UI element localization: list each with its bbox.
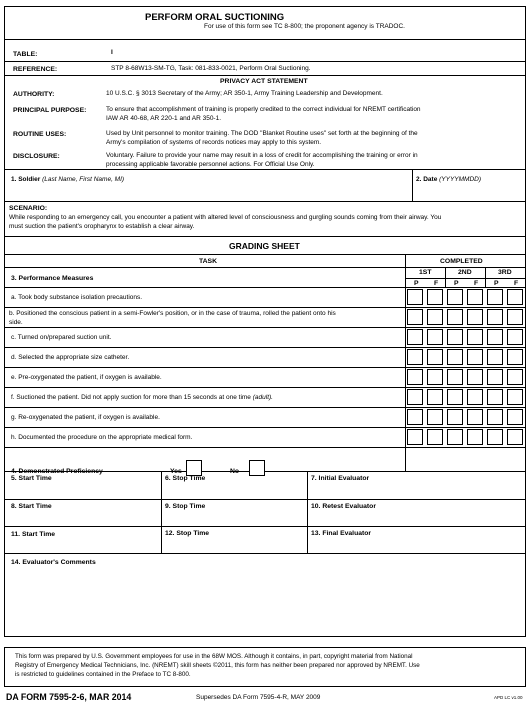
task-checkbox-2nd-p[interactable]: [447, 429, 463, 445]
form-subtitle: For use of this form see TC 8-800; the proponent agency is TRADOC.: [204, 23, 405, 30]
scenario-label: SCENARIO:: [9, 205, 48, 212]
task-checkbox-2nd-f[interactable]: [467, 409, 483, 425]
routine-line-2: Army's compilation of systems of records notices may apply to this system.: [106, 139, 322, 146]
task-text: h. Documented the procedure on the appropriate medical form.: [11, 434, 193, 441]
privacy-act-title: PRIVACY ACT STATEMENT: [220, 78, 308, 85]
table-value[interactable]: I: [111, 49, 113, 56]
pf-label: P: [494, 280, 499, 287]
task-text: b. Positioned the conscious patient in a semi-Fowler's position, or in the case of trauma, rolled the patient onto his: [9, 310, 336, 317]
supersedes-note: Supersedes DA Form 7595-4-R, MAY 2009: [196, 694, 321, 701]
task-row: [11, 394, 405, 403]
task-text: a. Took body substance isolation precautions.: [11, 294, 143, 301]
start-time-11[interactable]: 11. Start Time: [11, 531, 56, 538]
task-row: [11, 374, 405, 383]
footer-note-line-2: Registry of Emergency Medical Technicians, Inc. (NREMT) skill sheets ©2011, this form has neither been prepared nor approved by NREMT. Use: [15, 662, 420, 669]
task-checkbox-2nd-p[interactable]: [447, 409, 463, 425]
yes-label: Yes: [170, 468, 182, 475]
grading-title: GRADING SHEET: [229, 241, 300, 251]
form-id: DA FORM 7595-2-6, MAR 2014: [6, 692, 132, 702]
retest-evaluator-10[interactable]: 10. Retest Evaluator: [311, 503, 376, 510]
task-checkbox-3rd-p[interactable]: [487, 289, 503, 305]
task-checkbox-1st-p[interactable]: [407, 429, 423, 445]
info-section: [4, 40, 526, 170]
pf-label: F: [514, 280, 519, 287]
task-checkbox-3rd-f[interactable]: [507, 409, 523, 425]
stop-time-12[interactable]: 12. Stop Time: [165, 530, 210, 537]
task-checkbox-1st-p[interactable]: [407, 329, 423, 345]
task-checkbox-1st-f[interactable]: [427, 309, 443, 325]
disclosure-line-1: Voluntary. Failure to provide your name may result in a loss of credit for accomplishing the training or error in: [106, 152, 418, 159]
pf-label: P: [454, 280, 459, 287]
attempt-2nd: 2ND: [458, 269, 472, 276]
task-checkbox-3rd-f[interactable]: [507, 389, 523, 405]
soldier-hint: (Last Name, First Name, MI): [42, 176, 125, 183]
task-row: [11, 414, 405, 423]
version-label: APD LC v1.00: [494, 695, 523, 700]
task-checkbox-1st-f[interactable]: [427, 369, 443, 385]
task-row: [11, 334, 405, 343]
task-checkbox-2nd-p[interactable]: [447, 329, 463, 345]
task-checkbox-1st-f[interactable]: [427, 429, 443, 445]
task-checkbox-1st-p[interactable]: [407, 349, 423, 365]
attempt-3rd: 3RD: [498, 269, 512, 276]
purpose-label: PRINCIPAL PURPOSE:: [13, 107, 87, 114]
date-hint: (YYYYMMDD): [439, 176, 482, 183]
scenario-line-2: must suction the patient's oropharynx to establish a clear airway.: [9, 223, 195, 230]
task-row: [9, 310, 403, 327]
routine-uses-label: ROUTINE USES:: [13, 131, 67, 138]
initial-evaluator-7[interactable]: 7. Initial Evaluator: [311, 475, 370, 482]
evaluator-comments-field[interactable]: [5, 567, 525, 635]
task-checkbox-2nd-p[interactable]: [447, 289, 463, 305]
soldier-label: 1. Soldier: [11, 176, 41, 183]
task-header: TASK: [199, 258, 217, 265]
soldier-name-field[interactable]: [11, 176, 124, 183]
task-checkbox-2nd-p[interactable]: [447, 309, 463, 325]
task-checkbox-3rd-p[interactable]: [487, 409, 503, 425]
routine-line-1: Used by Unit personnel to monitor training. The DOD "Blanket Routine uses" set forth at the beginning of the: [106, 130, 418, 137]
task-checkbox-3rd-p[interactable]: [487, 429, 503, 445]
task-checkbox-3rd-p[interactable]: [487, 389, 503, 405]
grading-sheet: [4, 237, 526, 637]
task-text-continued: side.: [9, 318, 23, 326]
task-checkbox-2nd-f[interactable]: [467, 369, 483, 385]
task-text: d. Selected the appropriate size catheter.: [11, 354, 130, 361]
pf-label: P: [414, 280, 419, 287]
task-row: [11, 294, 405, 303]
task-checkbox-2nd-p[interactable]: [447, 349, 463, 365]
stop-time-6[interactable]: 6. Stop Time: [165, 475, 206, 482]
task-checkbox-3rd-p[interactable]: [487, 309, 503, 325]
no-label: No: [230, 468, 240, 475]
final-evaluator-13[interactable]: 13. Final Evaluator: [311, 530, 372, 537]
completed-header: COMPLETED: [440, 258, 483, 265]
task-checkbox-3rd-f[interactable]: [507, 329, 523, 345]
task-text: e. Pre-oxygenated the patient, if oxygen is available.: [11, 374, 162, 381]
disclosure-label: DISCLOSURE:: [13, 153, 60, 160]
task-text: g. Re-oxygenated the patient, if oxygen is available.: [11, 414, 160, 421]
attempt-1st: 1ST: [419, 269, 432, 276]
task-checkbox-1st-p[interactable]: [407, 409, 423, 425]
task-checkbox-3rd-f[interactable]: [507, 309, 523, 325]
task-checkbox-2nd-f[interactable]: [467, 289, 483, 305]
disclosure-line-2: processing applicable favorable personnel actions. For Official Use Only.: [106, 161, 315, 168]
authority-value: 10 U.S.C. § 3013 Secretary of the Army; AR 350-1, Army Training Leadership and Development.: [106, 90, 383, 97]
performance-measures-label: 3. Performance Measures: [11, 275, 94, 282]
no-checkbox[interactable]: [249, 460, 265, 476]
scenario-line-1: While responding to an emergency call, you encounter a patient with altered level of consciousness and gurgling sounds coming from their airway. You: [9, 214, 442, 221]
task-checkbox-3rd-f[interactable]: [507, 289, 523, 305]
task-checkbox-3rd-f[interactable]: [507, 429, 523, 445]
task-checkbox-2nd-f[interactable]: [467, 429, 483, 445]
task-checkbox-2nd-f[interactable]: [467, 329, 483, 345]
task-checkbox-1st-p[interactable]: [407, 389, 423, 405]
task-checkbox-2nd-f[interactable]: [467, 389, 483, 405]
soldier-row: [4, 170, 526, 202]
task-checkbox-1st-f[interactable]: [427, 329, 443, 345]
pf-label: F: [434, 280, 439, 287]
date-field[interactable]: [416, 176, 481, 183]
task-checkbox-3rd-p[interactable]: [487, 329, 503, 345]
task-checkbox-3rd-p[interactable]: [487, 349, 503, 365]
stop-time-9[interactable]: 9. Stop Time: [165, 503, 206, 510]
purpose-line-2: IAW AR 40-68, AR 220-1 and AR 350-1.: [106, 115, 222, 122]
proficiency-label: 4. Demonstrated Proficiency: [11, 468, 103, 475]
task-checkbox-2nd-f[interactable]: [467, 349, 483, 365]
task-checkbox-3rd-p[interactable]: [487, 369, 503, 385]
task-checkbox-2nd-p[interactable]: [447, 369, 463, 385]
task-checkbox-2nd-p[interactable]: [447, 389, 463, 405]
task-checkbox-3rd-f[interactable]: [507, 369, 523, 385]
yes-checkbox[interactable]: [186, 460, 202, 476]
task-checkbox-1st-p[interactable]: [407, 309, 423, 325]
task-note: (adult).: [252, 394, 273, 401]
reference-value: STP 8-68W13-SM-TG, Task: 081-833-0021, Perform Oral Suctioning.: [111, 65, 311, 72]
task-row: [11, 354, 405, 363]
start-time-5[interactable]: 5. Start Time: [11, 475, 52, 482]
task-checkbox-1st-f[interactable]: [427, 409, 443, 425]
start-time-8[interactable]: 8. Start Time: [11, 503, 52, 510]
table-label: TABLE:: [13, 51, 38, 58]
footer-note-line-3: is restricted to guidelines contained in the Preface to TC 8-800.: [15, 671, 191, 678]
task-checkbox-3rd-f[interactable]: [507, 349, 523, 365]
task-row: [11, 434, 405, 443]
task-checkbox-1st-f[interactable]: [427, 289, 443, 305]
form-title: PERFORM ORAL SUCTIONING: [145, 12, 285, 23]
scenario-section: [4, 202, 526, 237]
task-checkbox-1st-p[interactable]: [407, 369, 423, 385]
task-text: f. Suctioned the patient. Did not apply suction for more than 15 seconds at one time: [11, 394, 251, 401]
task-checkbox-1st-f[interactable]: [427, 389, 443, 405]
reference-label: REFERENCE:: [13, 66, 58, 73]
task-checkbox-1st-f[interactable]: [427, 349, 443, 365]
evaluator-comments-label: 14. Evaluator's Comments: [11, 559, 96, 566]
task-checkbox-2nd-f[interactable]: [467, 309, 483, 325]
pf-label: F: [474, 280, 479, 287]
task-text: c. Turned on/prepared suction unit.: [11, 334, 112, 341]
task-checkbox-1st-p[interactable]: [407, 289, 423, 305]
purpose-line-1: To ensure that accomplishment of training is properly credited to the correct individual for NREMT certification: [106, 106, 421, 113]
footer-note-box: [4, 647, 526, 687]
authority-label: AUTHORITY:: [13, 91, 55, 98]
date-label: 2. Date: [416, 176, 438, 183]
footer-note-line-1: This form was prepared by U.S. Government employees for use in the 68W MOS. Although it contains, in part, copyright material from National: [15, 653, 413, 660]
form-header: [4, 6, 526, 40]
